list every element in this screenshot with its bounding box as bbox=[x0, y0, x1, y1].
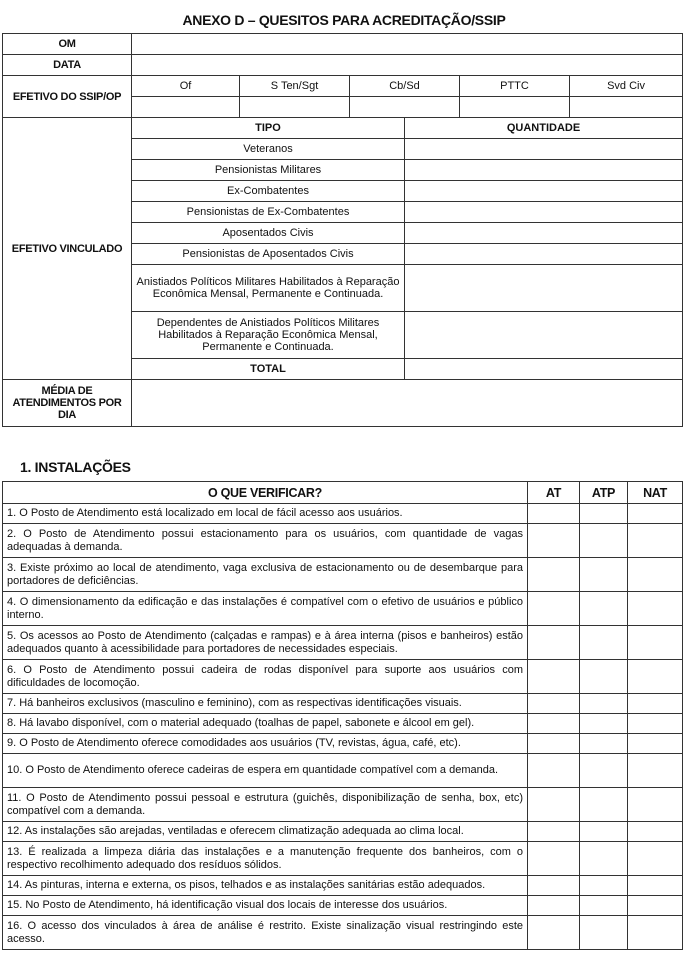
checklist-question: 7. Há banheiros exclusivos (masculino e feminino), com as respectivas identificações visuais. bbox=[3, 694, 528, 714]
tipo-veteranos: Veteranos bbox=[132, 139, 405, 160]
quantidade-cell[interactable] bbox=[405, 160, 683, 181]
total-label: TOTAL bbox=[132, 359, 405, 380]
checklist-question: 2. O Posto de Atendimento possui estacionamento para os usuários, com quantidade de vagas adequadas à demanda. bbox=[3, 524, 528, 558]
efetivo-ssip-label: EFETIVO DO SSIP/OP bbox=[3, 76, 132, 118]
checklist-atp-cell[interactable] bbox=[580, 714, 628, 734]
checklist-row bbox=[3, 876, 683, 896]
checklist-at-cell[interactable] bbox=[528, 896, 580, 916]
tipo-pensionistas-ex-combatentes: Pensionistas de Ex-Combatentes bbox=[132, 202, 405, 223]
checklist-atp-cell[interactable] bbox=[580, 504, 628, 524]
checklist-question: 15. No Posto de Atendimento, há identificação visual dos locais de interesse dos usuários. bbox=[3, 896, 528, 916]
info-table bbox=[2, 33, 683, 427]
checklist-question: 6. O Posto de Atendimento possui cadeira de rodas disponível para suporte aos usuários com dificuldades de locomoção. bbox=[3, 660, 528, 694]
checklist-row bbox=[3, 524, 683, 558]
checklist-atp-cell[interactable] bbox=[580, 558, 628, 592]
at-header: AT bbox=[528, 482, 580, 504]
checklist-question: 5. Os acessos ao Posto de Atendimento (calçadas e rampas) e à área interna (pisos e banheiros) estão adequados quanto à acessibilidade para portadores de necessidades especiais. bbox=[3, 626, 528, 660]
checklist-at-cell[interactable] bbox=[528, 694, 580, 714]
o-que-verificar-header: O QUE VERIFICAR? bbox=[3, 482, 528, 504]
checklist-nat-cell[interactable] bbox=[628, 896, 683, 916]
checklist-row bbox=[3, 558, 683, 592]
tipo-aposentados-civis: Aposentados Civis bbox=[132, 223, 405, 244]
tipo-header: TIPO bbox=[132, 118, 405, 139]
checklist-at-cell[interactable] bbox=[528, 558, 580, 592]
data-value-cell[interactable] bbox=[132, 55, 683, 76]
efetivo-col-pttc: PTTC bbox=[460, 76, 570, 97]
efetivo-of-value[interactable] bbox=[132, 97, 240, 118]
checklist-row bbox=[3, 714, 683, 734]
om-value-cell[interactable] bbox=[132, 34, 683, 55]
checklist-row bbox=[3, 592, 683, 626]
efetivo-cb-sd-value[interactable] bbox=[350, 97, 460, 118]
checklist-atp-cell[interactable] bbox=[580, 734, 628, 754]
checklist-at-cell[interactable] bbox=[528, 504, 580, 524]
efetivo-sten-sgt-value[interactable] bbox=[240, 97, 350, 118]
checklist-atp-cell[interactable] bbox=[580, 822, 628, 842]
checklist-row bbox=[3, 504, 683, 524]
document-title: ANEXO D – QUESITOS PARA ACREDITAÇÃO/SSIP bbox=[182, 12, 506, 28]
checklist-at-cell[interactable] bbox=[528, 524, 580, 558]
nat-header: NAT bbox=[628, 482, 683, 504]
checklist-atp-cell[interactable] bbox=[580, 896, 628, 916]
section-title: 1. INSTALAÇÕES bbox=[20, 459, 131, 475]
efetivo-svd-civ-value[interactable] bbox=[570, 97, 683, 118]
quantidade-cell[interactable] bbox=[405, 139, 683, 160]
efetivo-col-of: Of bbox=[132, 76, 240, 97]
checklist-atp-cell[interactable] bbox=[580, 660, 628, 694]
total-value-cell[interactable] bbox=[405, 359, 683, 380]
quantidade-header: QUANTIDADE bbox=[405, 118, 683, 139]
quantidade-cell[interactable] bbox=[405, 265, 683, 312]
checklist-question: 8. Há lavabo disponível, com o material adequado (toalhas de papel, sabonete e álcool em gel). bbox=[3, 714, 528, 734]
quantidade-cell[interactable] bbox=[405, 223, 683, 244]
checklist-atp-cell[interactable] bbox=[580, 916, 628, 950]
quantidade-cell[interactable] bbox=[405, 244, 683, 265]
checklist-at-cell[interactable] bbox=[528, 734, 580, 754]
checklist-question: 13. É realizada a limpeza diária das instalações e a manutenção frequente dos banheiros, com o respectivo recolhimento adequado dos resíduos sólidos. bbox=[3, 842, 528, 876]
checklist-atp-cell[interactable] bbox=[580, 876, 628, 896]
media-atendimentos-label: MÉDIA DE ATENDIMENTOS POR DIA bbox=[3, 380, 132, 427]
checklist-nat-cell[interactable] bbox=[628, 558, 683, 592]
checklist-nat-cell[interactable] bbox=[628, 916, 683, 950]
checklist-nat-cell[interactable] bbox=[628, 734, 683, 754]
checklist-at-cell[interactable] bbox=[528, 714, 580, 734]
checklist-at-cell[interactable] bbox=[528, 822, 580, 842]
checklist-nat-cell[interactable] bbox=[628, 822, 683, 842]
checklist-nat-cell[interactable] bbox=[628, 876, 683, 896]
checklist-atp-cell[interactable] bbox=[580, 842, 628, 876]
checklist-nat-cell[interactable] bbox=[628, 626, 683, 660]
efetivo-col-sten-sgt: S Ten/Sgt bbox=[240, 76, 350, 97]
checklist-at-cell[interactable] bbox=[528, 754, 580, 788]
checklist-nat-cell[interactable] bbox=[628, 694, 683, 714]
checklist-atp-cell[interactable] bbox=[580, 592, 628, 626]
checklist-nat-cell[interactable] bbox=[628, 524, 683, 558]
checklist-question: 11. O Posto de Atendimento possui pessoal e estrutura (guichês, disponibilização de senha, box, etc) compatível com a demanda. bbox=[3, 788, 528, 822]
checklist-atp-cell[interactable] bbox=[580, 694, 628, 714]
checklist-row bbox=[3, 660, 683, 694]
checklist-row bbox=[3, 822, 683, 842]
checklist-nat-cell[interactable] bbox=[628, 504, 683, 524]
checklist-atp-cell[interactable] bbox=[580, 626, 628, 660]
checklist-row bbox=[3, 788, 683, 822]
checklist-nat-cell[interactable] bbox=[628, 660, 683, 694]
checklist-question: 12. As instalações são arejadas, ventiladas e oferecem climatização adequada ao clima local. bbox=[3, 822, 528, 842]
checklist-atp-cell[interactable] bbox=[580, 788, 628, 822]
checklist-at-cell[interactable] bbox=[528, 876, 580, 896]
tipo-pensionistas-militares: Pensionistas Militares bbox=[132, 160, 405, 181]
checklist-at-cell[interactable] bbox=[528, 842, 580, 876]
checklist-row bbox=[3, 842, 683, 876]
checklist-nat-cell[interactable] bbox=[628, 842, 683, 876]
efetivo-pttc-value[interactable] bbox=[460, 97, 570, 118]
om-label: OM bbox=[3, 34, 132, 55]
tipo-dependentes-anistiados: Dependentes de Anistiados Políticos Militares Habilitados à Reparação Econômica Mensal, Permanente e Continuada. bbox=[132, 312, 405, 359]
efetivo-col-svd-civ: Svd Civ bbox=[570, 76, 683, 97]
efetivo-col-cb-sd: Cb/Sd bbox=[350, 76, 460, 97]
checklist-row bbox=[3, 626, 683, 660]
checklist-row bbox=[3, 694, 683, 714]
checklist-body bbox=[3, 504, 683, 950]
checklist-question: 14. As pinturas, interna e externa, os pisos, telhados e as instalações sanitárias estão adequados. bbox=[3, 876, 528, 896]
checklist-question: 3. Existe próximo ao local de atendimento, vaga exclusiva de estacionamento ou de desembarque para portadores de deficiências. bbox=[3, 558, 528, 592]
checklist-question: 9. O Posto de Atendimento oferece comodidades aos usuários (TV, revistas, água, café, etc). bbox=[3, 734, 528, 754]
checklist-question: 16. O acesso dos vinculados à área de análise é restrito. Existe sinalização visual restringindo este acesso. bbox=[3, 916, 528, 950]
checklist-nat-cell[interactable] bbox=[628, 714, 683, 734]
efetivo-vinculado-label: EFETIVO VINCULADO bbox=[3, 118, 132, 380]
checklist-question: 1. O Posto de Atendimento está localizado em local de fácil acesso aos usuários. bbox=[3, 504, 528, 524]
checklist-at-cell[interactable] bbox=[528, 626, 580, 660]
checklist-nat-cell[interactable] bbox=[628, 788, 683, 822]
checklist-at-cell[interactable] bbox=[528, 788, 580, 822]
quantidade-cell[interactable] bbox=[405, 181, 683, 202]
checklist-at-cell[interactable] bbox=[528, 916, 580, 950]
checklist-row bbox=[3, 916, 683, 950]
checklist-row bbox=[3, 896, 683, 916]
checklist-atp-cell[interactable] bbox=[580, 754, 628, 788]
checklist-nat-cell[interactable] bbox=[628, 754, 683, 788]
quantidade-cell[interactable] bbox=[405, 202, 683, 223]
tipo-anistiados-politicos: Anistiados Políticos Militares Habilitados à Reparação Econômica Mensal, Permanente e Continuada. bbox=[132, 265, 405, 312]
checklist-atp-cell[interactable] bbox=[580, 524, 628, 558]
media-atendimentos-value[interactable] bbox=[132, 380, 683, 427]
atp-header: ATP bbox=[580, 482, 628, 504]
data-label: DATA bbox=[3, 55, 132, 76]
checklist-at-cell[interactable] bbox=[528, 660, 580, 694]
checklist-row bbox=[3, 754, 683, 788]
checklist-question: 10. O Posto de Atendimento oferece cadeiras de espera em quantidade compatível com a demanda. bbox=[3, 754, 528, 788]
tipo-ex-combatentes: Ex-Combatentes bbox=[132, 181, 405, 202]
checklist-row bbox=[3, 734, 683, 754]
checklist-at-cell[interactable] bbox=[528, 592, 580, 626]
tipo-pensionistas-aposentados-civis: Pensionistas de Aposentados Civis bbox=[132, 244, 405, 265]
checklist-nat-cell[interactable] bbox=[628, 592, 683, 626]
checklist-question: 4. O dimensionamento da edificação e das instalações é compatível com o efetivo de usuários e público interno. bbox=[3, 592, 528, 626]
quantidade-cell[interactable] bbox=[405, 312, 683, 359]
checklist-table bbox=[2, 481, 683, 950]
